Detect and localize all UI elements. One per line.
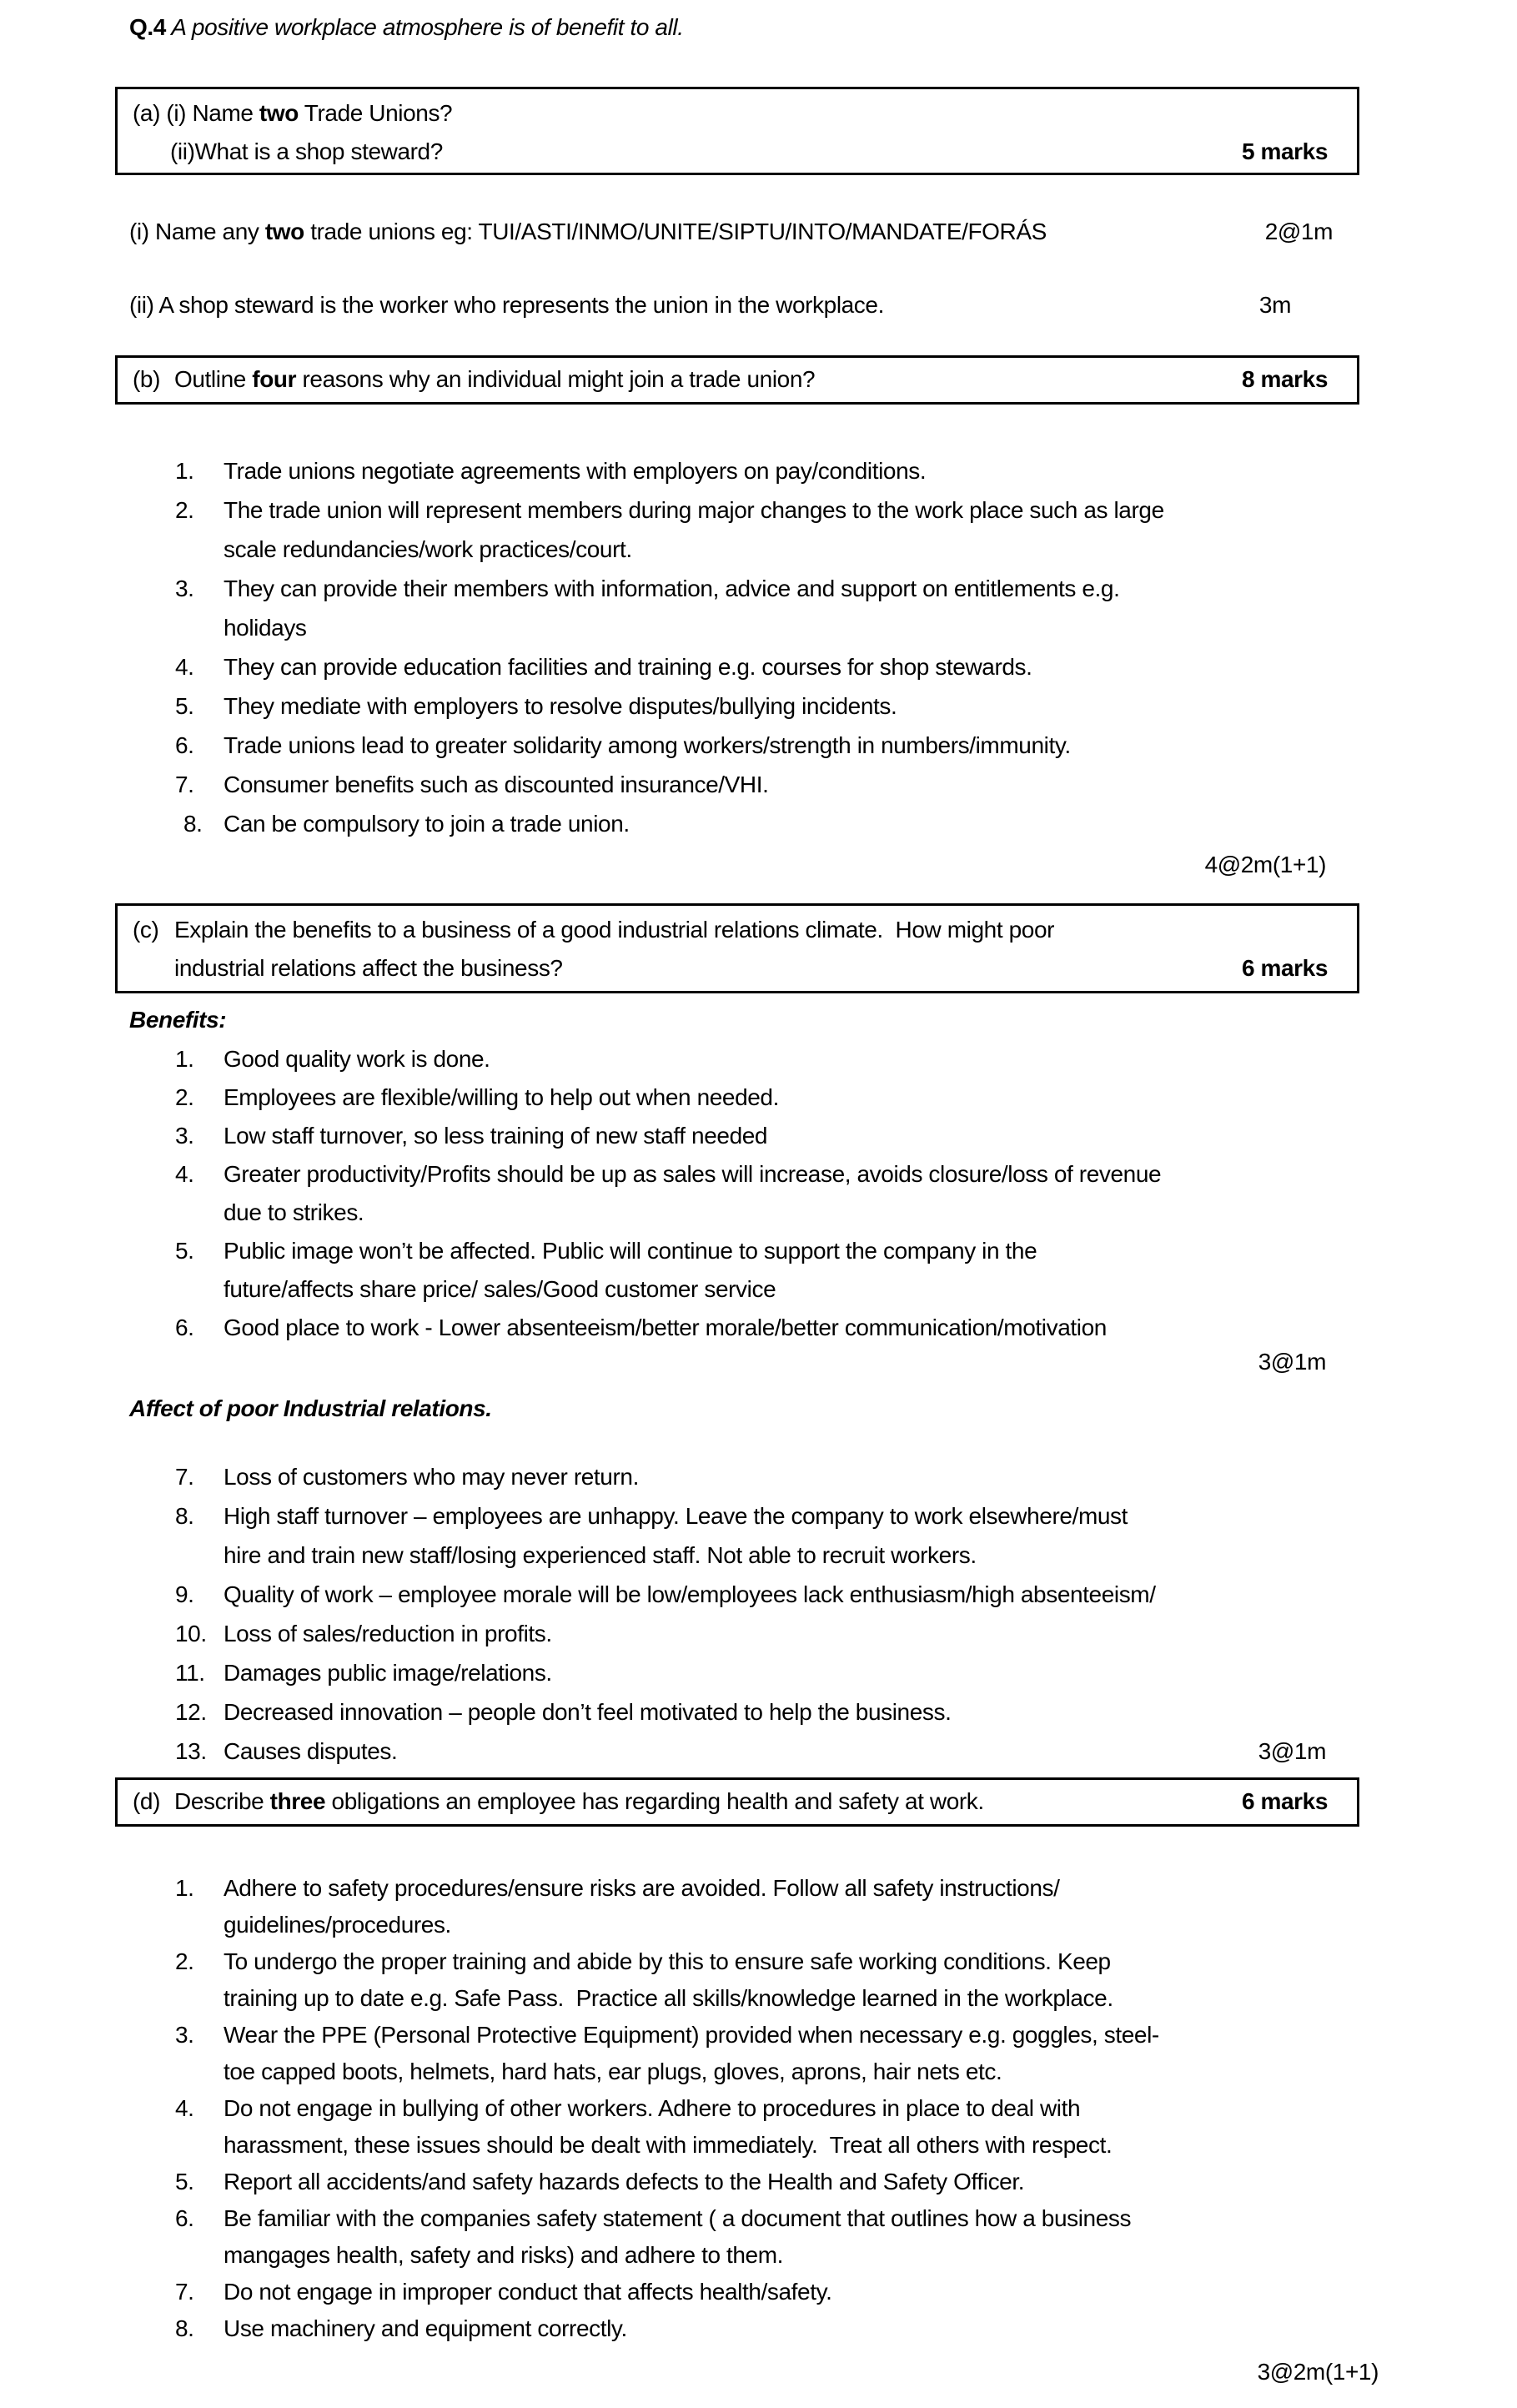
list-item-number: 2. (175, 1948, 194, 1974)
question-a-line2 (133, 133, 1328, 171)
list-item-text-line: Consumer benefits such as discounted insurance/VHI. (224, 772, 769, 797)
question-box-b (115, 355, 1359, 405)
benefits-total-mark: 3@1m (1258, 1349, 1326, 1375)
answer-i-text (129, 219, 1047, 245)
list-item-text (224, 1653, 1359, 1692)
affect-heading: Affect of poor Industrial relations. (129, 1395, 492, 1421)
list-item-number: 3. (175, 1123, 194, 1149)
list-item-number: 11. (175, 1660, 205, 1686)
list-item-text (224, 451, 1359, 490)
question-c-line1: Explain the benefits to a business of a good industrial relations climate. How might poor (174, 917, 1055, 943)
list-item-text-line: harassment, these issues should be dealt with immediately. Treat all others with respect. (224, 2132, 1113, 2158)
list-item-text-line: scale redundancies/work practices/court. (224, 536, 632, 562)
list-item-text (224, 1078, 1359, 1117)
list-item (175, 1653, 1359, 1692)
list-item-text-line: Use machinery and equipment correctly. (224, 2315, 627, 2341)
list-item-text (224, 2017, 1359, 2090)
list-item-number: 7. (175, 2279, 194, 2305)
bold-text-segment: two (264, 219, 304, 244)
question-c-line2: industrial relations affect the business? 6 marks (174, 949, 1328, 988)
list-item (175, 647, 1359, 686)
marks-label-b: 8 marks (1241, 366, 1328, 392)
list-item-text (224, 726, 1359, 765)
bold-text-segment: four (252, 366, 297, 392)
list-item-text-line: To undergo the proper training and abide by this to ensure safe working conditions. Keep (224, 1948, 1111, 1974)
list-item (175, 2090, 1359, 2164)
bold-text-segment: two (259, 100, 299, 126)
question-d-text (174, 1782, 1242, 1821)
marks-label-d: 6 marks (1241, 1788, 1328, 1814)
section-d-total-mark: 3@2m(1+1) (1257, 2359, 1379, 2385)
list-item-number: 6. (175, 1315, 194, 1340)
section-b-total-mark: 4@2m(1+1) (1204, 852, 1326, 877)
list-item-number: 5. (175, 2169, 194, 2194)
list-item-text (224, 1309, 1359, 1347)
list-item-number: 3. (175, 576, 194, 601)
list-item (175, 1943, 1359, 2017)
list-item (175, 490, 1359, 569)
list-item-text (224, 490, 1359, 569)
list-item-text-line: Adhere to safety procedures/ensure risks are avoided. Follow all safety instructions/ (224, 1875, 1060, 1901)
list-item-number: 4. (175, 2095, 194, 2121)
question-box-c (115, 903, 1359, 993)
list-item (175, 1117, 1359, 1155)
list-item-number: 1. (175, 1046, 194, 1072)
text-segment: trade unions eg: TUI/ASTI/INMO/UNITE/SIPTU/INTO/MANDATE/FORÁS (304, 219, 1047, 244)
list-item-text-line: They can provide education facilities and training e.g. courses for shop stewards. (224, 654, 1032, 680)
list-item-text (224, 1117, 1359, 1155)
marks-label-a: 5 marks (1241, 138, 1328, 164)
list-item-text (224, 1575, 1359, 1614)
list-item (175, 804, 1359, 843)
list-item-text-line: Employees are flexible/willing to help out when needed. (224, 1084, 779, 1110)
list-item-text (224, 1155, 1359, 1232)
bold-text-segment: three (269, 1788, 326, 1814)
document-page (115, 13, 1379, 2387)
list-item-text (224, 804, 1359, 843)
answer-i-mark: 2@1m (1264, 219, 1333, 244)
list-item-number: 4. (175, 1161, 194, 1187)
answer-ii-mark: 3m (1258, 292, 1291, 318)
list-item-number: 7. (175, 772, 194, 797)
list-item-number: 3. (175, 2022, 194, 2048)
list-item (175, 2274, 1359, 2310)
list-item-text-line: Greater productivity/Profits should be up as sales will increase, avoids closure/loss of revenue (224, 1161, 1162, 1187)
text-segment: (i) Name any (129, 219, 265, 244)
list-item-text (224, 1457, 1359, 1496)
list-item (175, 2310, 1359, 2347)
list-item-text-line: holidays (224, 615, 307, 641)
list-item (175, 1692, 1359, 1732)
list-item-text-line: Public image won’t be affected. Public will continue to support the company in the (224, 1238, 1037, 1264)
list-item-text-line: Loss of sales/reduction in profits. (224, 1621, 552, 1646)
question-b-text (174, 360, 1242, 399)
list-item-text-line: Do not engage in improper conduct that affects health/safety. (224, 2279, 832, 2305)
list-item-text-line: due to strikes. (224, 1199, 364, 1225)
list-item-text (224, 1870, 1359, 1943)
section-d-answer-list (175, 1870, 1359, 2347)
list-item (175, 451, 1359, 490)
benefits-heading: Benefits: (129, 1007, 227, 1033)
list-item-number: 1. (175, 1875, 194, 1901)
list-item-text-line: toe capped boots, helmets, hard hats, ear plugs, gloves, aprons, hair nets etc. (224, 2059, 1002, 2084)
list-item-text (224, 647, 1359, 686)
list-item (175, 1078, 1359, 1117)
list-item-text-line: Do not engage in bullying of other workers. Adhere to procedures in place to deal with (224, 2095, 1081, 2121)
list-item-text-line: mangages health, safety and risks) and adhere to them. (224, 2242, 784, 2268)
text-segment: Outline (174, 366, 253, 392)
question-a-line1 (133, 94, 1328, 133)
list-item-number: 13. (175, 1738, 207, 1764)
list-item (175, 2017, 1359, 2090)
list-item-text (224, 1943, 1359, 2017)
list-item (175, 1040, 1359, 1078)
list-item-text-line: Causes disputes. (224, 1738, 398, 1764)
list-item (175, 726, 1359, 765)
question-d-label: (d) (133, 1788, 161, 1814)
list-item-text (224, 569, 1359, 647)
list-item-text-line: Low staff turnover, so less training of new staff needed (224, 1123, 768, 1149)
marks-label-c: 6 marks (1241, 955, 1328, 981)
benefits-answer-list (175, 1040, 1359, 1347)
list-item (175, 765, 1359, 804)
section-b-answer-list (175, 451, 1359, 843)
list-item-text-line: Loss of customers who may never return. (224, 1464, 639, 1490)
list-item-text (224, 1040, 1359, 1078)
list-item (175, 1457, 1359, 1496)
list-item (175, 2200, 1359, 2274)
answer-part-ii (115, 292, 1359, 319)
list-item-text-line: Report all accidents/and safety hazards defects to the Health and Safety Officer. (224, 2169, 1025, 2194)
list-item-number: 8. (175, 1503, 194, 1529)
list-item-text-line: Good quality work is done. (224, 1046, 490, 1072)
answer-part-i (115, 219, 1359, 245)
list-item-text-line: Decreased innovation – people don’t feel motivated to help the business. (224, 1699, 952, 1725)
item-mark: 3@1m (1258, 1738, 1326, 1764)
list-item-text-line: Damages public image/relations. (224, 1660, 552, 1686)
list-item (175, 2164, 1359, 2200)
list-item-number: 7. (175, 1464, 194, 1490)
list-item-text (224, 1496, 1359, 1575)
question-title (115, 13, 1359, 42)
question-c-label: (c) (133, 917, 159, 943)
list-item-number: 5. (175, 693, 194, 719)
list-item-number: 1. (175, 458, 194, 484)
list-item-text (224, 1232, 1359, 1309)
answer-ii-text: (ii) A shop steward is the worker who represents the union in the workplace. (129, 292, 884, 318)
list-item-text-line: training up to date e.g. Safe Pass. Practice all skills/knowledge learned in the workplace. (224, 1985, 1113, 2011)
list-item-text (224, 2090, 1359, 2164)
text-segment: Describe (174, 1788, 270, 1814)
list-item-text-line: Good place to work - Lower absenteeism/better morale/better communication/motivation (224, 1315, 1107, 1340)
list-item-text-line: Can be compulsory to join a trade union. (224, 811, 630, 837)
list-item (175, 1575, 1359, 1614)
list-item-text (224, 2274, 1359, 2310)
list-item-text-line: The trade union will represent members during major changes to the work place such as large (224, 497, 1164, 523)
list-item (175, 1232, 1359, 1309)
list-item-text (224, 686, 1359, 726)
question-box-d (115, 1777, 1359, 1827)
list-item-number: 10. (175, 1621, 207, 1646)
list-item-text (224, 765, 1359, 804)
list-item-text (224, 1732, 1359, 1771)
list-item (175, 569, 1359, 647)
list-item-number: 6. (175, 2205, 194, 2231)
question-a-part-ii: (ii)What is a shop steward? (170, 138, 443, 164)
question-number: Q.4 (129, 14, 166, 40)
list-item (175, 686, 1359, 726)
list-item (175, 1496, 1359, 1575)
list-item-text-line: future/affects share price/ sales/Good customer service (224, 1276, 776, 1302)
list-item-text-line: They can provide their members with information, advice and support on entitlements e.g. (224, 576, 1120, 601)
list-item-text-line: Trade unions lead to greater solidarity among workers/strength in numbers/immunity. (224, 732, 1071, 758)
list-item-text-line: hire and train new staff/losing experienced staff. Not able to recruit workers. (224, 1542, 977, 1568)
list-item-text (224, 2200, 1359, 2274)
list-item-number: 8. (183, 811, 203, 837)
list-item-text (224, 1692, 1359, 1732)
list-item (175, 1614, 1359, 1653)
affect-answer-list (175, 1457, 1359, 1771)
list-item-text-line: Be familiar with the companies safety statement ( a document that outlines how a business (224, 2205, 1132, 2231)
question-title-text: A positive workplace atmosphere is of benefit to all. (165, 14, 684, 40)
list-item-text (224, 1614, 1359, 1653)
question-b-label: (b) (133, 366, 161, 392)
question-box-a (115, 87, 1359, 175)
list-item (175, 1309, 1359, 1347)
list-item-text-line: High staff turnover – employees are unhappy. Leave the company to work elsewhere/must (224, 1503, 1128, 1529)
list-item-text-line: Wear the PPE (Personal Protective Equipment) provided when necessary e.g. goggles, steel- (224, 2022, 1159, 2048)
question-c-text (174, 911, 1328, 988)
list-item-number: 4. (175, 654, 194, 680)
list-item-number: 6. (175, 732, 194, 758)
list-item (175, 1870, 1359, 1943)
list-item-number: 2. (175, 497, 194, 523)
list-item-text (224, 2164, 1359, 2200)
list-item-number: 8. (175, 2315, 194, 2341)
list-item-number: 12. (175, 1699, 207, 1725)
list-item-number: 5. (175, 1238, 194, 1264)
list-item-number: 9. (175, 1581, 194, 1607)
list-item-text (224, 2310, 1359, 2347)
list-item (175, 1732, 1359, 1771)
list-item-text-line: guidelines/procedures. (224, 1912, 451, 1938)
text-segment: (a) (i) Name (133, 100, 259, 126)
list-item-text-line: Quality of work – employee morale will be low/employees lack enthusiasm/high absenteeism/ (224, 1581, 1156, 1607)
text-segment: Trade Unions? (298, 100, 453, 126)
list-item-number: 2. (175, 1084, 194, 1110)
text-segment: reasons why an individual might join a trade union? (296, 366, 816, 392)
list-item-text-line: Trade unions negotiate agreements with employers on pay/conditions. (224, 458, 927, 484)
list-item (175, 1155, 1359, 1232)
text-segment: obligations an employee has regarding health and safety at work. (325, 1788, 984, 1814)
list-item-text-line: They mediate with employers to resolve disputes/bullying incidents. (224, 693, 897, 719)
